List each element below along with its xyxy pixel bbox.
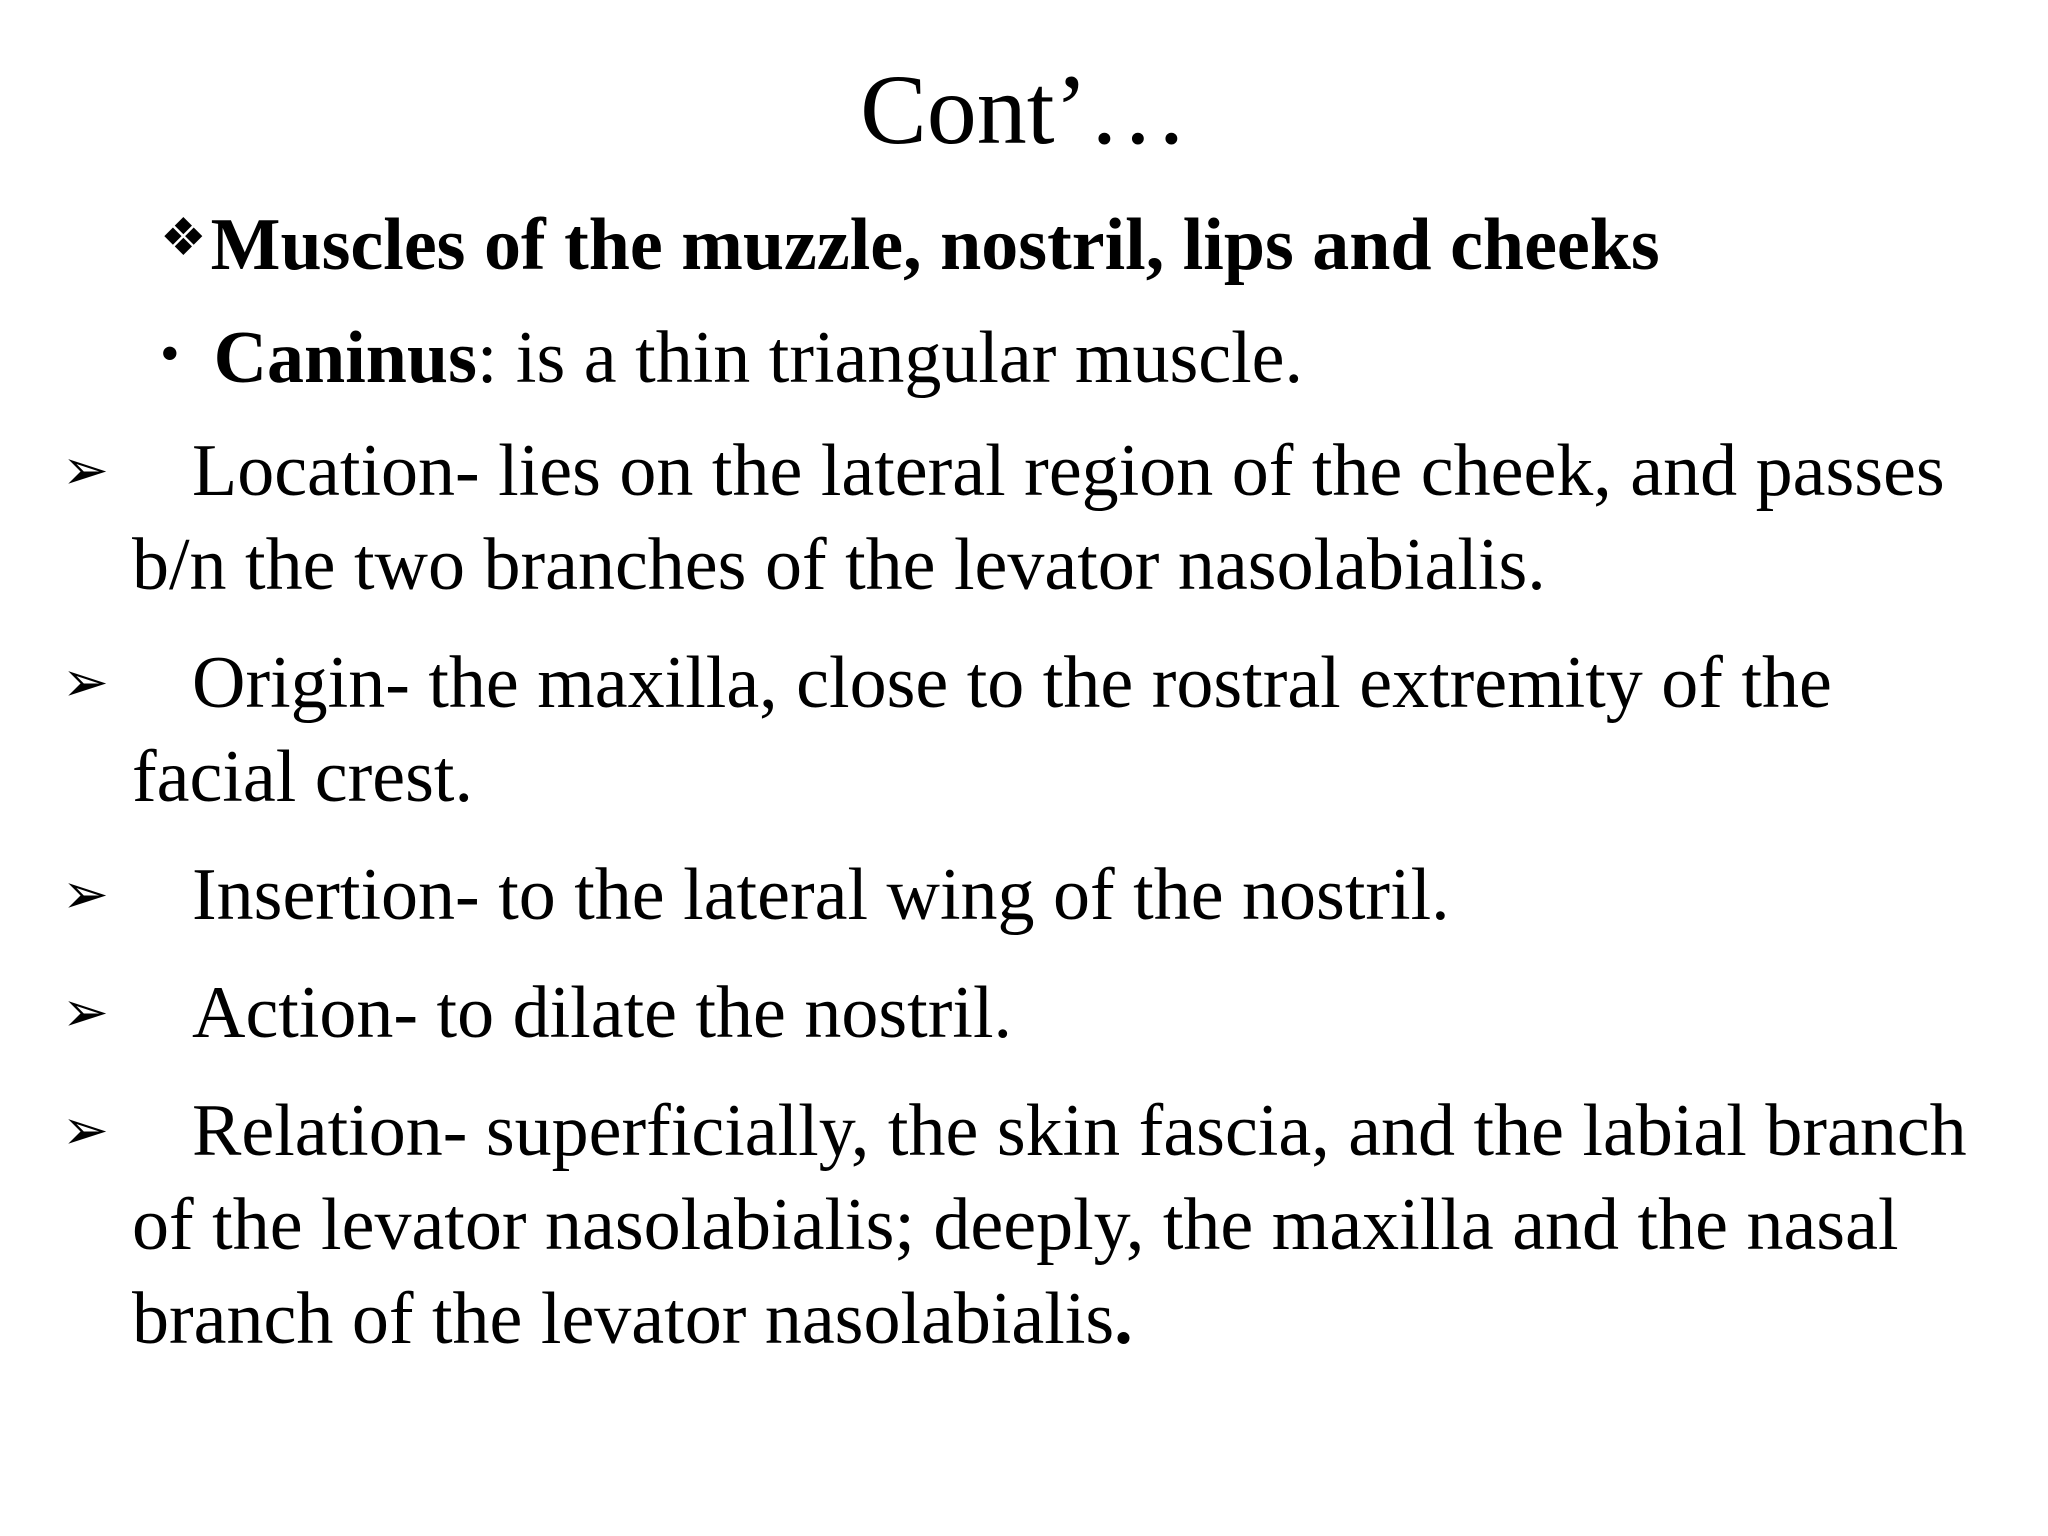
detail-list	[0, 424, 2048, 1390]
list-item-action	[0, 966, 2002, 1060]
list-item-relation	[0, 1084, 2002, 1366]
relation-text: Relation- superficially, the skin fascia, and the labial branch of the levator nasolabialis; deeply, the maxilla and the nasal branch of the levator nasolabialis	[132, 1090, 1967, 1360]
caninus-bullet	[160, 310, 1303, 402]
list-item-location	[0, 424, 2002, 612]
caninus-term: Caninus	[213, 317, 477, 399]
arrow-bullet-icon: ➢	[62, 652, 109, 714]
section-heading-text: Muscles of the muzzle, nostril, lips and cheeks	[210, 204, 1660, 286]
caninus-description: : is a thin triangular muscle.	[476, 317, 1304, 399]
dot-bullet-icon: •	[160, 323, 180, 385]
arrow-bullet-icon: ➢	[62, 440, 109, 502]
section-heading	[160, 195, 1660, 289]
list-item-text: Location- lies on the lateral region of the cheek, and passes b/n the two branches of the levator nasolabialis.	[132, 430, 1945, 606]
list-item-text: Insertion- to the lateral wing of the nostril.	[192, 854, 1450, 936]
relation-end-mark: .	[1114, 1278, 1133, 1360]
list-item-insertion	[0, 848, 2002, 942]
list-item-text: Action- to dilate the nostril.	[192, 972, 1012, 1054]
arrow-bullet-icon: ➢	[62, 864, 109, 926]
slide-title: Cont’…	[860, 54, 1188, 165]
arrow-bullet-icon: ➢	[62, 1100, 109, 1162]
diamond-bullet-icon: ❖	[160, 210, 207, 267]
list-item-text: Origin- the maxilla, close to the rostral extremity of the facial crest.	[132, 642, 1832, 818]
list-item-origin	[0, 636, 2002, 824]
list-item-text	[132, 1084, 2002, 1366]
arrow-bullet-icon: ➢	[62, 982, 109, 1044]
